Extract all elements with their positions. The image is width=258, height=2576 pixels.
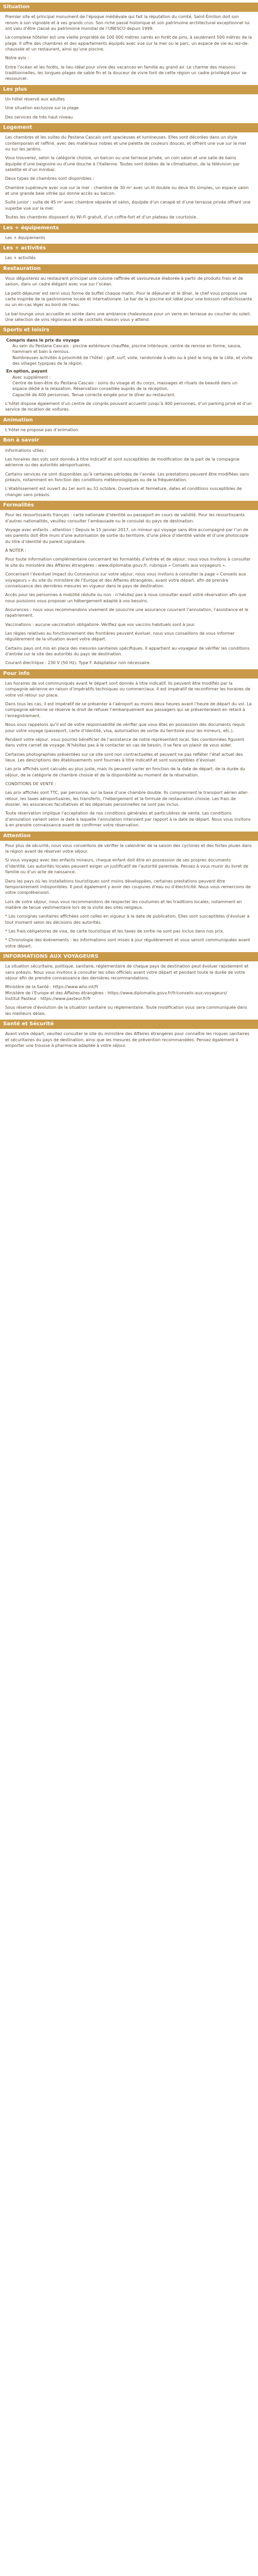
paragraph: Vaccinations : aucune vaccination obligatoire. Vérifiez que vos vaccins habituels sont à jour.: [5, 622, 196, 627]
section-equip: [0, 224, 258, 241]
section-title: Sports et loisirs: [0, 326, 258, 335]
paragraph: Nous vous rappelons qu’il est de votre responsabilité de vérifier que vous êtes en possession des documents requis pour votre voyage (passeport, carte d’identité, visa, autorisation de sortie du territoire pour les mineurs, etc.).: [5, 722, 247, 733]
section-savoir: [0, 436, 258, 498]
paragraph: Courant électrique : 230 V (50 Hz). Type F. Adaptateur non nécessaire.: [5, 660, 151, 666]
section-info: [0, 669, 258, 828]
section-title: Santé et Sécurité: [0, 1020, 258, 1029]
paragraph: Sous réserve d’évolution de la situation sanitaire ou réglementaire. Toute modification vous sera communiquée dans les meilleurs délais.: [5, 1005, 249, 1016]
paragraph: Un hôtel réservé aux adultes: [5, 96, 65, 101]
paragraph: Avant votre départ, veuillez consulter le site du ministère des Affaires étrangères pour connaître les risques sanitaires et sécuritaires du pays de destination, ainsi que les mesures de prévention recommandées. Pensez également à emporter une trousse à pharmacie adaptée à votre séjour.: [5, 1031, 251, 1048]
paragraph: Certains pays ont mis en place des mesures sanitaires spécifiques. Il appartient au voyageur de vérifier les conditions d’entrée sur le site des autorités du pays de destination.: [5, 646, 251, 657]
section-sante: [0, 1020, 258, 1048]
paragraph: Les horaires des vols sont donnés à titre indicatif et sont susceptibles de modification de la part de la compagnie aérienne ou des autorités aéroportuaires.: [5, 456, 241, 468]
section-infos_pratiques: [0, 952, 258, 1016]
paragraph: Concernant l’éventuel impact du Coronavirus sur votre séjour, nous vous invitons à consulter la page « Conseils aux voyageurs » du site du ministère de l’Europe et des Affaires étrangères, avant votre départ, afin de prendre connaissance des dernières mesures en vigueur dans le pays de destination.: [5, 572, 248, 588]
paragraph: * Les frais obligatoires de visa, de carte touristique et les taxes de sortie ne sont pas inclus dans nos prix.: [5, 929, 224, 934]
list-item: [6, 368, 253, 398]
paragraph: Les horaires de vol communiqués avant le départ sont donnés à titre indicatif. Ils peuvent être modifiés par la compagnie aérienne en raison d’impératifs techniques ou commerciaux. Il est impératif de reconfirmer les horaires de votre vol retour sur place.: [5, 681, 252, 698]
paragraph: Vous trouverez, selon la catégorie choisie, un balcon ou une terrasse privée, un coin salon et une salle de bains équipée d’une baignoire ou d’une douche à l’italienne. Toutes sont dotées de la climatisation, de la télévision par satellite et d’un minibar.: [5, 156, 241, 173]
paragraph: * Chronologie des événements : les informations sont mises à jour régulièrement et vous seront communiquées avant votre départ.: [5, 938, 252, 948]
page: [0, 3, 258, 1048]
paragraph: * Les consignes sanitaires affichées sont celles en vigueur à la date de publication. Elles sont susceptibles d’évoluer à tout moment selon les décisions des autorités.: [5, 914, 251, 925]
paragraph: Deux types de chambres sont disponibles :: [5, 176, 94, 181]
paragraph: Pour plus de sécurité, nous vous conseillons de vérifier le calendrier de la saison des cyclones et des fortes pluies dans la région avant de réserver votre séjour.: [5, 843, 253, 854]
section-sports: [0, 326, 258, 413]
paragraph: Le complexe hôtelier est une vieille propriété de 100 000 mètres carrés en forêt de pins, à seulement 500 mètres de la plage. Il offre des chambres et des appartements équipés avec vue sur la mer ou le parc, un espace de vie au rez-de-chaussée et un restaurant, ainsi qu’une piscine.: [5, 35, 253, 52]
paragraph: Certains services ne sont disponibles qu’à certaines périodes de l’année. Les prestations peuvent être modifiées sans préavis, notamment en fonction des conditions météorologiques ou de la fréquentation.: [5, 471, 251, 483]
paragraph: Entre l’océan et les forêts, le lieu idéal pour vivre des vacances en famille au grand air. Le charme des maisons traditionnelles, les longues plages de sable fin et la douceur de vivre font de cette région un cadre privilégié pour se ressourcer.: [5, 64, 248, 81]
section-title: Bon à savoir: [0, 436, 258, 445]
paragraph: Suite junior : suite de 45 m² avec chambre séparée et salon, équipée d’un canapé et d’une terrasse privée offrant une superbe vue sur la mer.: [5, 200, 252, 211]
section-logement: [0, 123, 258, 221]
paragraph: Certaines photographies présentées sur ce site sont non contractuelles et peuvent ne pas refléter l’état actuel des lieux. Les descriptions des établissements sont fournies à titre indicatif et sont susceptibles d’évoluer.: [5, 752, 245, 762]
paragraph: Ministère de la Santé : https://www.who.int/fr Ministère de l’Europe et des Affaires étrangères : https://www.diplomatie.gouv.fr/fr/conseils-aux-voyageurs/ Institut Pasteur : https://www.pasteur.fr/fr: [5, 985, 227, 1002]
paragraph: Pendant votre séjour, vous pourrez bénéficier de l’assistance de notre représentant local. Ses coordonnées figurent dans votre carnet de voyage. N’hésitez pas à le contacter en cas de besoin, il se fera un plaisir de vous aider.: [5, 737, 246, 748]
section-note: L’hôtel dispose également d’un centre de congrès pouvant accueillir jusqu’à 400 personnes, d’un parking privé et d’un service de location de voitures.: [5, 401, 253, 412]
section-title: Les + activités: [0, 244, 258, 253]
paragraph: Les + activités: [5, 256, 36, 261]
section-activ: [0, 244, 258, 261]
paragraph: Accès pour les personnes à mobilité réduite ou non : n’hésitez pas à nous consulter avant votre réservation afin que nous puissions vous proposer un hébergement adapté à vos besoins.: [5, 592, 248, 603]
paragraph: Informations utiles :: [5, 448, 46, 453]
paragraph: Si vous voyagez avec des enfants mineurs, chaque enfant doit être en possession de ses propres documents d’identité. Les autorités locales peuvent exiger un justificatif de l’autorité parentale. Pensez à vous munir du livret de famille ou d’un acte de naissance.: [5, 858, 250, 875]
section-title: Situation: [0, 3, 258, 12]
paragraph: Des services de très haut niveau: [5, 114, 73, 120]
paragraph: Les prix affichés sont TTC, par personne, sur la base d’une chambre double. Ils comprennent le transport aérien aller-retour, les taxes aéroportuaires, les transferts, l’hébergement et la formule de restauration choisie. Les frais de dossier, les assurances facultatives et les dépenses personnelles ne sont pas inclus.: [5, 790, 249, 807]
section-title: Les + équipements: [0, 224, 258, 233]
section-title: Pour info: [0, 669, 258, 679]
paragraph: L’établissement est ouvert du 1er avril au 31 octobre. Ouverture et fermeture, dates et conditions susceptibles de changer sans préavis.: [5, 486, 244, 497]
paragraph: Les règles relatives au fonctionnement des frontières peuvent évoluer, nous vous conseillons de vous informer régulièrement de la situation avant votre départ.: [5, 631, 236, 642]
paragraph: La situation sécuritaire, politique, sanitaire, réglementaire de chaque pays de destination peut évoluer rapidement et sans préavis. Nous vous invitons à consulter les sites officiels avant votre départ et pendant toute la durée de votre séjour afin de prendre connaissance des dernières recommandations.: [5, 964, 250, 981]
paragraph: Chambre supérieure avec vue sur la mer : chambre de 30 m² avec un lit double ou deux lits simples, un espace salon et une grande baie vitrée qui donne accès au balcon.: [5, 185, 250, 196]
paragraph: L’hôtel ne propose pas d’animation.: [5, 428, 80, 433]
section-title: Restauration: [0, 264, 258, 274]
paragraph: Toute réservation implique l’acceptation de nos conditions générales et particulières de vente. Les conditions d’annulation varient selon la date à laquelle l’annulation intervient par rapport à la date de départ. Nous vous invitons à en prendre connaissance avant de confirmer votre réservation.: [5, 811, 252, 828]
paragraph: Dans tous les cas, il est impératif de se présenter à l’aéroport au moins deux heures avant l’heure de départ du vol. La compagnie aérienne se réserve le droit de refuser l’embarquement aux passagers qui se présenteraient en retard à l’enregistrement.: [5, 702, 253, 718]
paragraph: Vous dégusterez au restaurant principal une cuisine raffinée et savoureuse élaborée à partir de produits frais et de saison, dans un cadre élégant avec vue sur l’océan.: [5, 276, 245, 287]
list-item-title: En option, payant: [6, 369, 47, 374]
paragraph: Toutes les chambres disposent du Wi-Fi gratuit, d’un coffre-fort et d’un plateau de courtoisie.: [5, 215, 198, 220]
paragraph: Pour les ressortissants français : carte nationale d’identité ou passeport en cours de validité. Pour les ressortissants d’autres nationalités, veuillez consulter l’ambassade ou le consulat du pays de destination.: [5, 513, 246, 523]
paragraph: Les prix affichés sont calculés au plus juste, mais ils peuvent varier en fonction de la date de départ, de la durée du séjour, de la catégorie de chambre choisie et de la disponibilité au moment de la réservation.: [5, 767, 247, 777]
section-title: Les plus: [0, 85, 258, 94]
paragraph: Lors de votre séjour, nous vous recommandons de respecter les coutumes et les traditions locales, notamment en matière de tenue vestimentaire lors de la visite des sites religieux.: [5, 899, 244, 910]
section-title: Formalités: [0, 501, 258, 510]
section-title: Attention: [0, 832, 258, 841]
paragraph: Les chambres et les suites du Pestana Cascais sont spacieuses et lumineuses. Elles sont décorées dans un style contemporain et raffiné, avec des matériaux nobles et une palette de couleurs douces, et offrent une vue sur la mer ou sur les jardins.: [5, 135, 248, 151]
paragraph: Le petit-déjeuner est servi sous forme de buffet chaque matin. Pour le déjeuner et le dîner, le chef vous propose une carte inspirée de la gastronomie locale et internationale. Le bar de la piscine est idéal pour une boisson rafraîchissante ou un en-cas léger au bord de l’eau.: [5, 291, 253, 308]
section-anim: [0, 416, 258, 433]
section-resto: [0, 264, 258, 323]
list-item-text: Avec supplément : Centre de bien-être du Pestana Cascais : soins du visage et du corps, massages et rituels de beauté dans un espace dédié à la relaxation. Réservation conseillée auprès de la réception. Capacité de 400 personnes. Tenue correcte exigée pour le dîner au restaurant.: [12, 375, 238, 397]
paragraph: Notre avis :: [5, 56, 29, 61]
paragraph: Les + équipements: [5, 235, 45, 240]
paragraph: Une situation exclusive sur la plage: [5, 106, 79, 111]
paragraph: Dans les pays où les installations touristiques sont moins développées, certaines prestations peuvent être temporairement indisponibles. Il peut également y avoir des coupures d’eau ou d’électricité. Nous vous remercions de votre compréhension.: [5, 878, 252, 895]
paragraph: Le bar-lounge vous accueille en soirée dans une ambiance chaleureuse pour un verre en terrasse au coucher du soleil. Une sélection de vins régionaux et de cocktails maison vous y attend.: [5, 311, 252, 322]
section-attention: [0, 832, 258, 950]
paragraph: Premier site et principal monument de l’époque médiévale qui fait la réputation du comté, Saint-Émilion doit son renom à son vignoble et à ses grands crus. Son riche passé historique et son patrimoine architectural exceptionnel lui ont valu d’être classé au patrimoine mondial de l’UNESCO depuis 1999.: [5, 14, 251, 31]
paragraph: À NOTER :: [5, 548, 27, 553]
section-title: Logement: [0, 123, 258, 132]
section-situation: [0, 3, 258, 82]
paragraph: Assurances : nous vous recommandons vivement de souscrire une assurance couvrant l’annulation, l’assistance et le rapatriement.: [5, 607, 250, 618]
section-title: INFORMATIONS AUX VOYAGEURS: [0, 952, 258, 961]
paragraph: Voyage avec enfants : attention ! Depuis le 15 janvier 2017, un mineur qui voyage sans être accompagné par l’un de ses parents doit être muni d’une autorisation de sortie du territoire, d’une pièce d’identité valide et d’une photocopie du titre d’identité du parent signataire.: [5, 528, 250, 544]
section-formal: [0, 501, 258, 666]
section-lieux: [0, 85, 258, 120]
paragraph: CONDITIONS DE VENTE :: [5, 782, 56, 787]
section-title: Animation: [0, 416, 258, 425]
bullet-list: [0, 337, 258, 398]
list-item: [6, 337, 253, 367]
list-item-text: Au sein du Pestana Cascais : piscine extérieure chauffée, piscine intérieure, centre de remise en forme, sauna, hammam et bain à remous. Nombreuses activités à proximité de l’hôtel : golf, surf, voile, randonnée à vélo ou à pied le long de la côte, et visite des villages typiques de la région.: [12, 343, 253, 366]
list-item-title: Compris dans le prix du voyage: [6, 337, 80, 343]
paragraph: Pour toute information complémentaire concernant les formalités d’entrée et de séjour, nous vous invitons à consulter le site du ministère des Affaires étrangères : www.diplomatie.gouv.fr, rubrique « Conseils aux voyageurs ».: [5, 557, 252, 568]
